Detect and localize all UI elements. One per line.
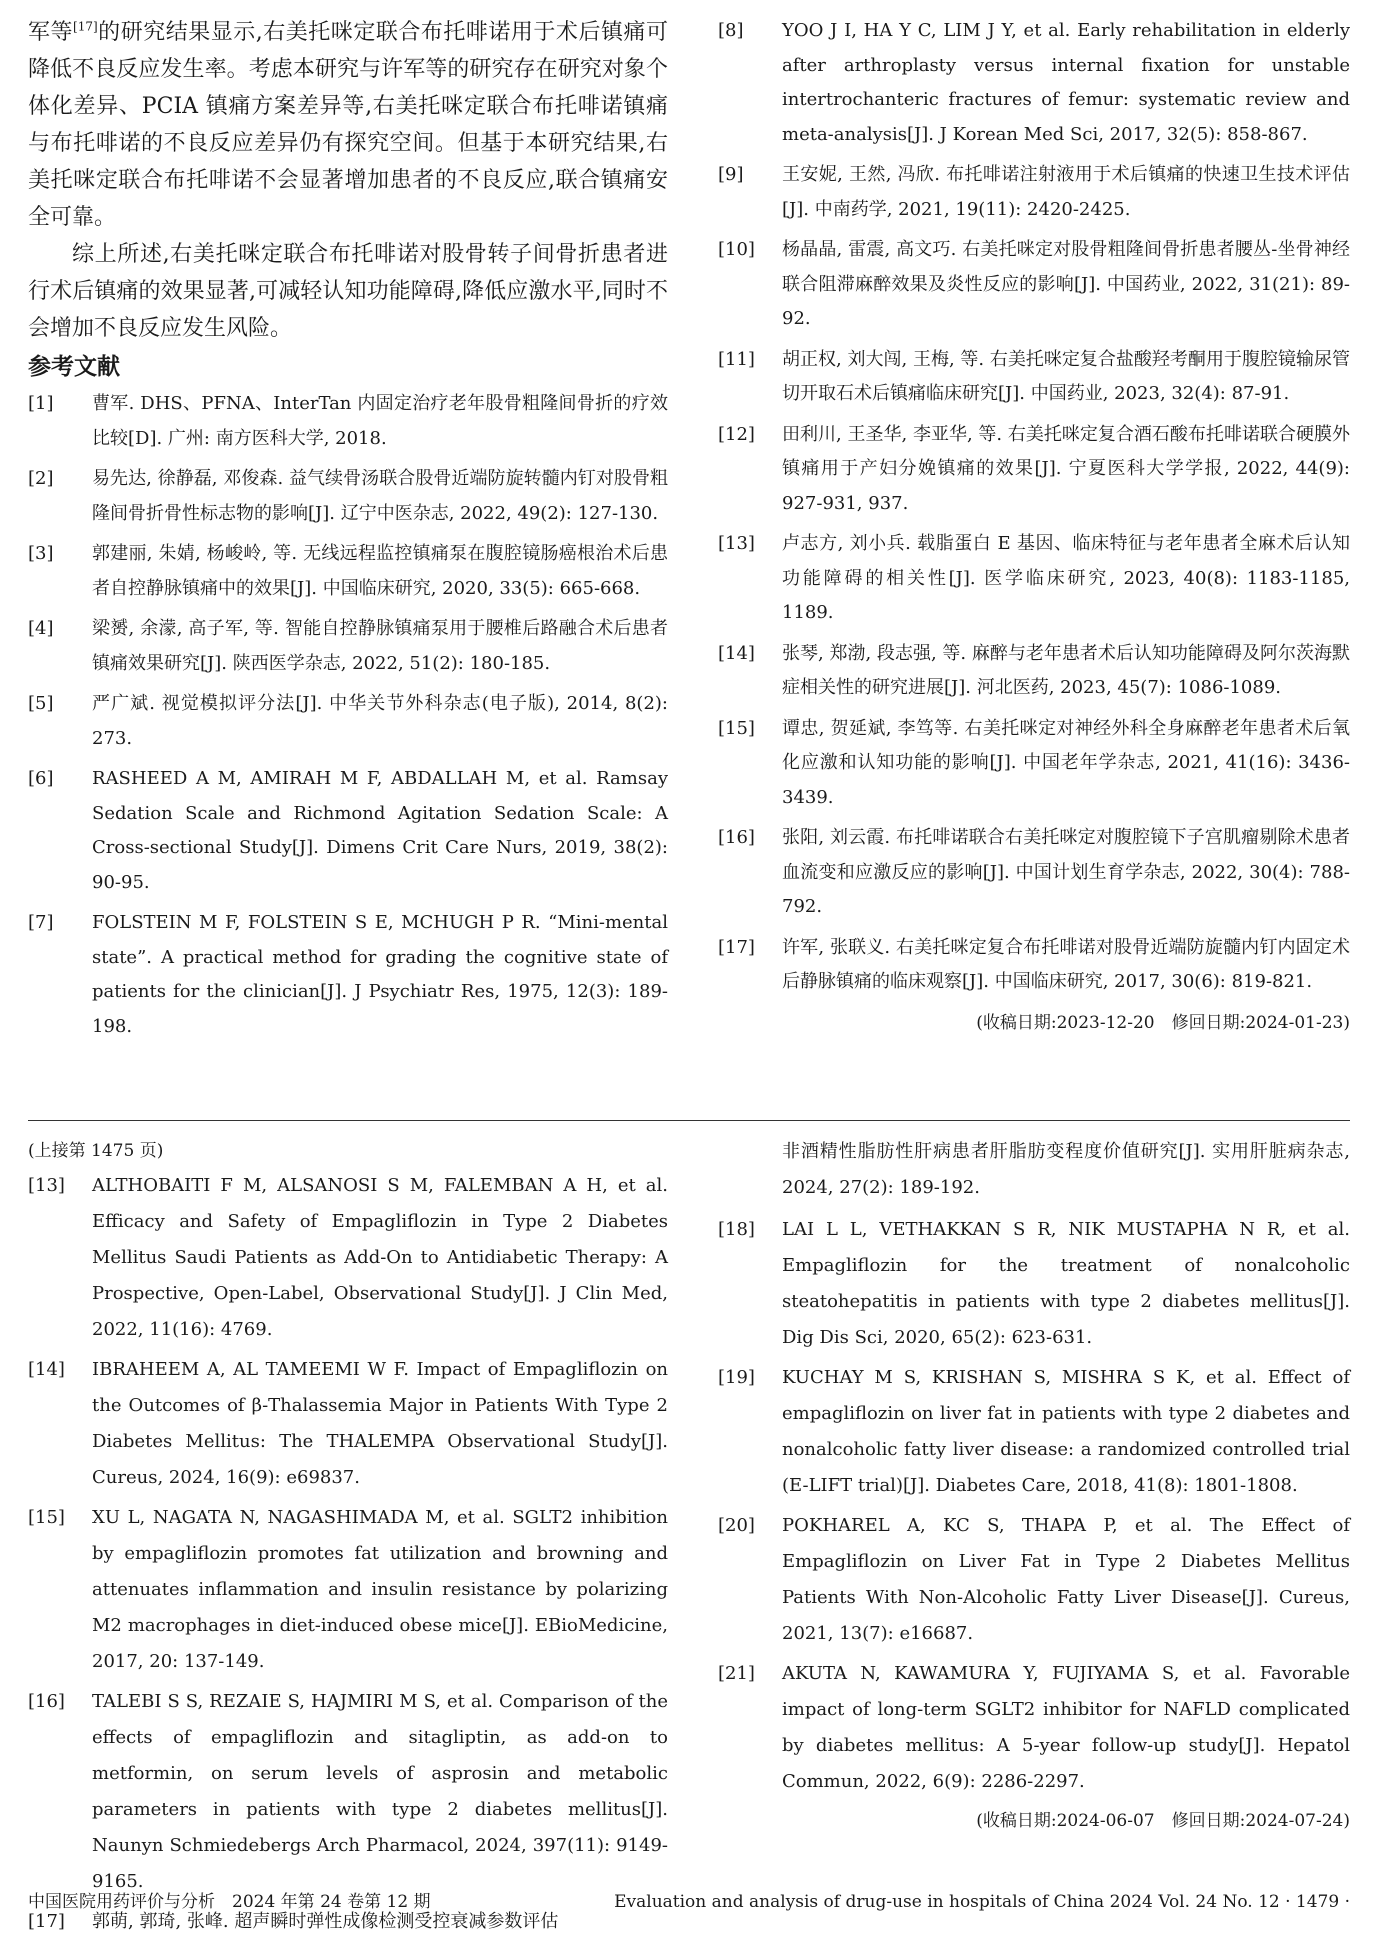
reference-item (28, 612, 668, 681)
reference-list (28, 387, 668, 1044)
reference-item (28, 387, 668, 456)
reference-text: 谭忠, 贺延斌, 李笃等. 右美托咪定对神经外科全身麻醉老年患者术后氧化应激和认知功能的影响[J]. 中国老年学杂志, 2021, 41(16): 3436-3439. (782, 717, 1350, 808)
reference-text: 许军, 张联义. 右美托咪定复合布托啡诺对股骨近端防旋髓内钉内固定术后静脉镇痛的临床观察[J]. 中国临床研究, 2017, 30(6): 819-821. (782, 936, 1350, 992)
reference-text: IBRAHEEM A, AL TAMEEMI W F. Impact of Empagliflozin on the Outcomes of β-Thalassemia Major in Patients With Type 2 Diabetes Mellitus: The THALEMPA Observational Study[J]. Cureus, 2024, 16(9): e69837. (92, 1359, 668, 1488)
reference-number: [10] (718, 239, 755, 260)
reference-number: [18] (718, 1219, 755, 1240)
received-date: (收稿日期:2024-06-07 修回日期:2024-07-24) (976, 1811, 1350, 1831)
footer-journal-en: Evaluation and analysis of drug-use in hospitals of China 2024 Vol. 24 No. 12 · 1479 · (614, 1892, 1350, 1912)
reference-number: [11] (718, 348, 755, 370)
reference-text: 杨晶晶, 雷震, 高文巧. 右美托咪定对股骨粗隆间骨折患者腰丛-坐骨神经联合阻滞麻醉效果及炎性反应的影响[J]. 中国药业, 2022, 31(21): 89-92. (782, 239, 1350, 329)
reference-number: [4] (28, 618, 54, 639)
reference-number: [2] (28, 468, 54, 489)
reference-item (718, 1360, 1350, 1504)
reference-text: 卢志方, 刘小兵. 载脂蛋白 E 基因、临床特征与老年患者全麻术后认知功能障碍的相关性[J]. 医学临床研究, 2023, 40(8): 1183-1185, 1189. (782, 533, 1350, 623)
reference-text: 严广斌. 视觉模拟评分法[J]. 中华关节外科杂志(电子版), 2014, 8(2): 273. (92, 693, 668, 749)
reference-number: [6] (28, 768, 54, 789)
reference-text: FOLSTEIN M F, FOLSTEIN S E, MCHUGH P R. “Mini-mental state”. A practical method for grading the cognitive state of patients for the clinician[J]. J Psychiatr Res, 1975, 12(3): 189-198. (92, 912, 668, 1037)
para1-rest: 的研究结果显示,右美托咪定联合布托啡诺用于术后镇痛可降低不良反应发生率。考虑本研究与许军等的研究存在研究对象个体化差异、PCIA 镇痛方案差异等,右美托咪定联合布托啡诺镇痛与布托啡诺的不良反应差异仍有探究空间。但基于本研究结果,右美托咪定联合布托啡诺不会显著增加患者的不良反应,联合镇痛安全可靠。 (28, 20, 668, 230)
reference-list (28, 1168, 668, 1940)
reference-item (28, 1500, 668, 1680)
received-date: (收稿日期:2023-12-20 修回日期:2024-01-23) (976, 1012, 1350, 1033)
reference-number: [20] (718, 1515, 755, 1536)
reference-text: 易先达, 徐静磊, 邓俊森. 益气续骨汤联合股骨近端防旋转髓内钉对股骨粗隆间骨折骨性标志物的影响[J]. 辽宁中医杂志, 2022, 49(2): 127-130. (92, 468, 668, 524)
continued-from-note: (上接第 1475 页) (28, 1141, 164, 1161)
reference-number: [13] (28, 1175, 65, 1196)
reference-item (28, 462, 668, 531)
reference-number: [1] (28, 393, 54, 414)
reference-item (28, 762, 668, 900)
reference-item (28, 1684, 668, 1900)
reference-text: 曹军. DHS、PFNA、InterTan 内固定治疗老年股骨粗隆间骨折的疗效比较[D]. 广州: 南方医科大学, 2018. (92, 393, 668, 449)
reference-item (28, 687, 668, 756)
reference-number: [7] (28, 912, 54, 933)
references-heading: 参考文献 (28, 354, 120, 380)
reference-list (718, 14, 1350, 1000)
reference-number: [21] (718, 1663, 755, 1684)
reference-text: 王安妮, 王然, 冯欣. 布托啡诺注射液用于术后镇痛的快速卫生技术评估[J]. 中南药学, 2021, 19(11): 2420-2425. (782, 164, 1350, 220)
reference-item (718, 712, 1350, 816)
discussion-paragraph (28, 14, 668, 236)
reference-text: 梁赟, 余濛, 高子军, 等. 智能自控静脉镇痛泵用于腰椎后路融合术后患者镇痛效果研究[J]. 陕西医学杂志, 2022, 51(2): 180-185. (92, 618, 668, 674)
reference-number: [19] (718, 1367, 755, 1388)
reference-text: ALTHOBAITI F M, ALSANOSI S M, FALEMBAN A H, et al. Efficacy and Safety of Empagliflozin in Type 2 Diabetes Mellitus Saudi Patients as Add-On to Antidiabetic Therapy: A Prospective, Open-Label, Observational Study[J]. J Clin Med, 2022, 11(16): 4769. (92, 1175, 668, 1340)
reference-number: [9] (718, 164, 744, 185)
reference-item (28, 537, 668, 606)
reference-item (718, 1508, 1350, 1652)
reference-text: POKHAREL A, KC S, THAPA P, et al. The Effect of Empagliflozin on Liver Fat in Type 2 Diabetes Mellitus Patients With Non-Alcoholic Fatty Liver Disease[J]. Cureus, 2021, 13(7): e16687. (782, 1515, 1350, 1644)
reference-number: [16] (28, 1691, 65, 1712)
reference-list (718, 1212, 1350, 1800)
reference-number: [13] (718, 533, 755, 554)
reference-text: RASHEED A M, AMIRAH M F, ABDALLAH M, et al. Ramsay Sedation Scale and Richmond Agitation Sedation Scale: A Cross-sectional Study[J]. Dimens Crit Care Nurs, 2019, 38(2): 90-95. (92, 768, 668, 893)
reference-number: [5] (28, 693, 54, 714)
reference-number: [8] (718, 20, 744, 41)
reference-text: 郭萌, 郭琦, 张峰. 超声瞬时弹性成像检测受控衰减参数评估 (92, 1911, 559, 1932)
reference-item (718, 637, 1350, 706)
reference-item (718, 343, 1350, 412)
top-right-column (718, 14, 1350, 1040)
reference-continuation: 非酒精性脂肪性肝病患者肝脂肪变程度价值研究[J]. 实用肝脏病杂志, 2024, 27(2): 189-192. (782, 1141, 1350, 1198)
citation-superscript[interactable]: [17] (73, 19, 98, 34)
reference-item (718, 931, 1350, 1000)
reference-text: 田利川, 王圣华, 李亚华, 等. 右美托咪定复合酒石酸布托啡诺联合硬膜外镇痛用于产妇分娩镇痛的效果[J]. 宁夏医科大学学报, 2022, 44(9): 927-931, 937. (782, 423, 1350, 514)
reference-item (718, 233, 1350, 337)
reference-item (718, 527, 1350, 631)
reference-item (28, 1168, 668, 1348)
reference-item (718, 14, 1350, 152)
conclusion-paragraph: 综上所述,右美托咪定联合布托啡诺对股骨转子间骨折患者进行术后镇痛的效果显著,可减轻认知功能障碍,降低应激水平,同时不会增加不良反应发生风险。 (28, 242, 668, 341)
reference-number: [17] (718, 936, 755, 958)
reference-text: XU L, NAGATA N, NAGASHIMADA M, et al. SGLT2 inhibition by empagliflozin promotes fat utilization and browning and attenuates inflammation and insulin resistance by polarizing M2 macrophages in diet-induced obese mice[J]. EBioMedicine, 2017, 20: 137-149. (92, 1507, 668, 1672)
reference-text: LAI L L, VETHAKKAN S R, NIK MUSTAPHA N R, et al. Empagliflozin for the treatment of nonalcoholic steatohepatitis in patients with type 2 diabetes mellitus[J]. Dig Dis Sci, 2020, 65(2): 623-631. (782, 1219, 1350, 1348)
reference-number: [14] (718, 642, 755, 664)
reference-item (718, 418, 1350, 522)
bottom-left-column (28, 1134, 668, 1944)
reference-item (28, 906, 668, 1044)
reference-number: [12] (718, 423, 755, 445)
reference-item (718, 821, 1350, 925)
reference-number: [14] (28, 1359, 65, 1380)
reference-item (718, 158, 1350, 227)
section-divider (28, 1120, 1350, 1121)
reference-text: YOO J I, HA Y C, LIM J Y, et al. Early rehabilitation in elderly after arthroplasty versus internal fixation for unstable intertrochanteric fractures of femur: systematic review and meta-analysis[J]. J Korean Med Sci, 2017, 32(5): 858-867. (782, 20, 1350, 145)
footer-journal-cn: 中国医院用药评价与分析 2024 年第 24 卷第 12 期 (28, 1892, 431, 1912)
reference-text: AKUTA N, KAWAMURA Y, FUJIYAMA S, et al. Favorable impact of long-term SGLT2 inhibitor for NAFLD complicated by diabetes mellitus: A 5-year follow-up study[J]. Hepatol Commun, 2022, 6(9): 2286-2297. (782, 1663, 1350, 1792)
reference-text: TALEBI S S, REZAIE S, HAJMIRI M S, et al. Comparison of the effects of empagliflozin and sitagliptin, as add-on to metformin, on serum levels of asprosin and metabolic parameters in patients with type 2 diabetes mellitus[J]. Naunyn Schmiedebergs Arch Pharmacol, 2024, 397(11): 9149-9165. (92, 1691, 668, 1892)
reference-item (718, 1656, 1350, 1800)
page-footer (28, 1888, 1350, 1916)
reference-number: [16] (718, 827, 755, 848)
reference-text: KUCHAY M S, KRISHAN S, MISHRA S K, et al. Effect of empagliflozin on liver fat in patients with type 2 diabetes and nonalcoholic fatty liver disease: a randomized controlled trial (E-LIFT trial)[J]. Diabetes Care, 2018, 41(8): 1801-1808. (782, 1367, 1350, 1496)
top-left-column (28, 14, 668, 1050)
para1-start: 军等 (28, 20, 74, 45)
reference-item (718, 1212, 1350, 1356)
bottom-right-column (718, 1134, 1350, 1838)
reference-number: [3] (28, 543, 54, 564)
reference-text: 胡正权, 刘大闯, 王梅, 等. 右美托咪定复合盐酸羟考酮用于腹腔镜输尿管切开取石术后镇痛临床研究[J]. 中国药业, 2023, 32(4): 87-91. (782, 348, 1350, 404)
reference-number: [17] (28, 1911, 65, 1932)
reference-text: 郭建丽, 朱婧, 杨峻岭, 等. 无线远程监控镇痛泵在腹腔镜肠癌根治术后患者自控静脉镇痛中的效果[J]. 中国临床研究, 2020, 33(5): 665-668. (92, 543, 668, 599)
reference-text: 张阳, 刘云霞. 布托啡诺联合右美托咪定对腹腔镜下子宫肌瘤剔除术患者血流变和应激反应的影响[J]. 中国计划生育学杂志, 2022, 30(4): 788-792. (782, 827, 1350, 917)
reference-number: [15] (718, 717, 755, 739)
reference-number: [15] (28, 1507, 65, 1528)
reference-item (28, 1352, 668, 1496)
reference-text: 张琴, 郑渤, 段志强, 等. 麻醉与老年患者术后认知功能障碍及阿尔茨海默症相关性的研究进展[J]. 河北医药, 2023, 45(7): 1086-1089. (782, 642, 1350, 698)
